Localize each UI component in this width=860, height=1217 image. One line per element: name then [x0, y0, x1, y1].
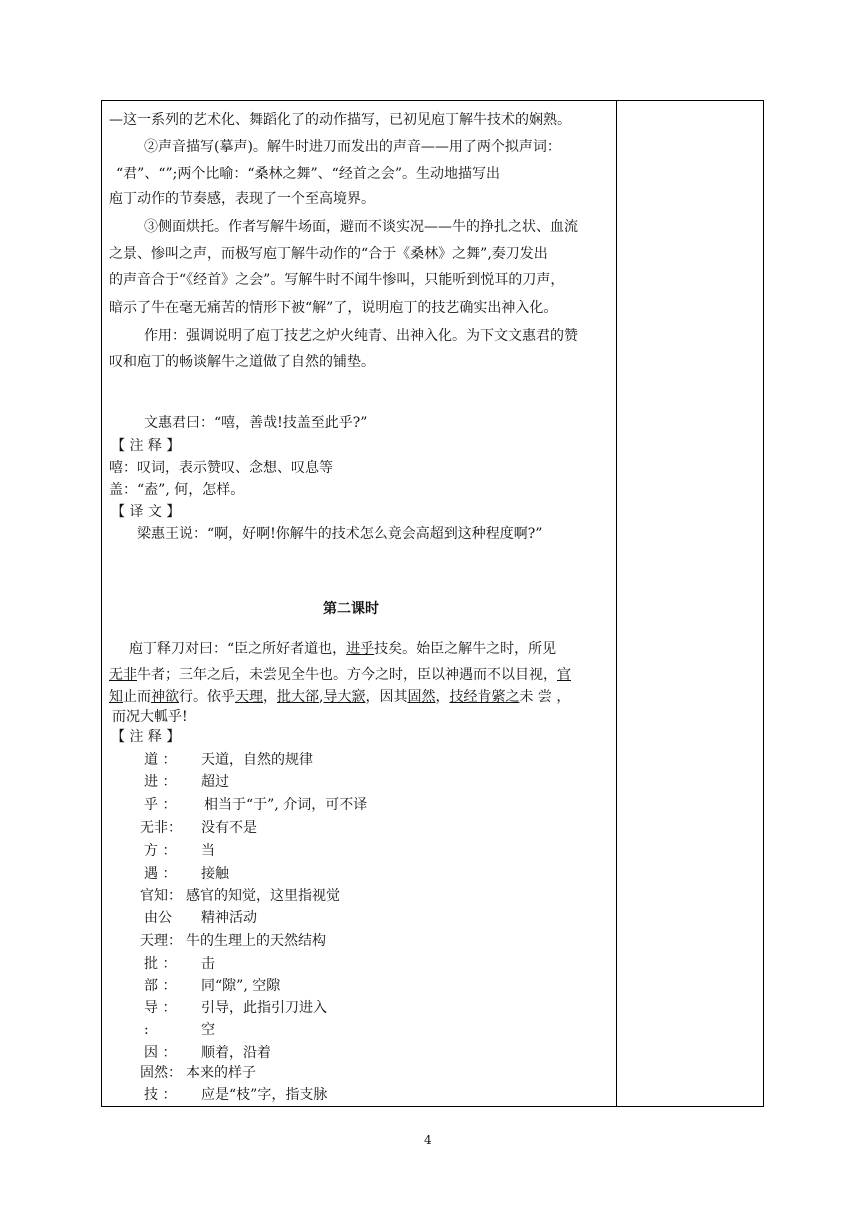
glossary-term: 官知：	[140, 888, 182, 904]
glossary-definition: 同“隙”, 空隙	[201, 978, 281, 994]
body-line: 的声音合于“《经首》之会”。写解牛时不闻牛惨叫，只能听到悦耳的刀声，	[109, 272, 565, 288]
glossary-term: 乎 ：	[144, 797, 177, 813]
page-number: 4	[424, 1133, 432, 1147]
glossary-term: 无非：	[140, 820, 182, 836]
glossary-term: 导 ：	[144, 1000, 177, 1016]
body-line: —这一系列的艺术化、舞蹈化了的动作描写，已初见庖丁解牛技术的娴熟。	[109, 112, 571, 128]
glossary-term: :	[144, 1022, 149, 1038]
body-line: 之景、惨叫之声，而极写庖丁解牛动作的“合于《桑林》之舞”,奏刀发出	[109, 246, 548, 262]
classical-text-line: 无非牛者；三年之后，未尝见全牛也。方今之时，臣以神遇而不以目视，官	[109, 667, 571, 683]
glossary-definition: 天道，自然的规律	[201, 752, 313, 768]
glossary-definition: 相当于“于”, 介词，可不译	[204, 797, 368, 813]
glossary-definition: 牛的生理上的天然结构	[186, 933, 326, 949]
glossary-term: 因 ：	[144, 1045, 177, 1061]
glossary-definition: 接触	[201, 866, 229, 882]
glossary-term: 进 ：	[144, 774, 177, 790]
glossary-term: 技 ：	[144, 1087, 177, 1103]
notes-header: 【 注 释 】	[111, 729, 181, 745]
lesson-title: 第二课时	[323, 601, 379, 617]
glossary-term: 部 ：	[144, 978, 177, 994]
body-line: 暗示了牛在毫无痛苦的情形下被“解”了，说明庖丁的技艺确实出神入化。	[109, 300, 558, 316]
glossary-definition: 空	[201, 1022, 215, 1038]
glossary-term: 天理：	[140, 933, 182, 949]
body-line: 庖丁动作的节奏感，表现了一个至高境界。	[109, 191, 375, 207]
glossary-term: 批 ：	[144, 956, 177, 972]
translation-header: 【 译 文 】	[111, 504, 181, 520]
translation-text: 梁惠王说：“啊，好啊!你解牛的技术怎么竟会高超到这种程度啊?”	[137, 526, 543, 542]
glossary-term: 遇 ：	[144, 866, 177, 882]
glossary-definition: 精神活动	[201, 910, 257, 926]
glossary-definition: 引导，此指引刀进入	[201, 1000, 327, 1016]
glossary-definition: 本来的样子	[186, 1065, 256, 1081]
glossary-definition: 超过	[201, 774, 229, 790]
glossary-term: 固然：	[140, 1065, 182, 1081]
note-line: 嘻：叹词，表示赞叹、念想、叹息等	[109, 460, 333, 476]
classical-text-line: 知止而神欲行。依乎天理，批大郤,导大窾，因其固然，技经肯綮之未 尝 ，	[109, 689, 571, 705]
glossary-term: 由公	[144, 910, 172, 926]
glossary-definition: 击	[201, 956, 215, 972]
glossary-definition: 感官的知觉，这里指视觉	[186, 888, 340, 904]
table-column-divider	[616, 100, 617, 1107]
note-line: 盖：“盍”, 何，怎样。	[109, 482, 245, 498]
body-line: ③侧面烘托。作者写解牛场面，避而不谈实况——牛的挣扎之状、血流	[144, 219, 578, 235]
body-line: “君”、“”;两个比喻：“桑林之舞”、“经首之会”。生动地描写出	[116, 166, 500, 182]
glossary-definition: 没有不是	[201, 820, 257, 836]
glossary-term: 方 ：	[144, 843, 177, 859]
glossary-definition: 当	[201, 843, 215, 859]
classical-quote: 文惠君曰：“嘻，善哉!技盖至此乎?”	[144, 415, 368, 431]
glossary-definition: 顺着，沿着	[201, 1045, 271, 1061]
glossary-definition: 应是“枝”字，指支脉	[201, 1087, 328, 1103]
classical-text-line: 而况大軱乎!	[112, 709, 188, 725]
body-line: 叹和庖丁的畅谈解牛之道做了自然的铺垫。	[109, 354, 375, 370]
body-line: ②声音描写(摹声)。解牛时进刀而发出的声音——用了两个拟声词：	[144, 139, 561, 155]
body-line: 作用：强调说明了庖丁技艺之炉火纯青、出神入化。为下文文惠君的赞	[144, 328, 578, 344]
notes-header: 【 注 释 】	[111, 438, 181, 454]
classical-text-line: 庖丁释刀对曰：“臣之所好者道也，进乎技矣。始臣之解牛之时，所见	[129, 641, 557, 657]
glossary-term: 道 ：	[144, 752, 177, 768]
